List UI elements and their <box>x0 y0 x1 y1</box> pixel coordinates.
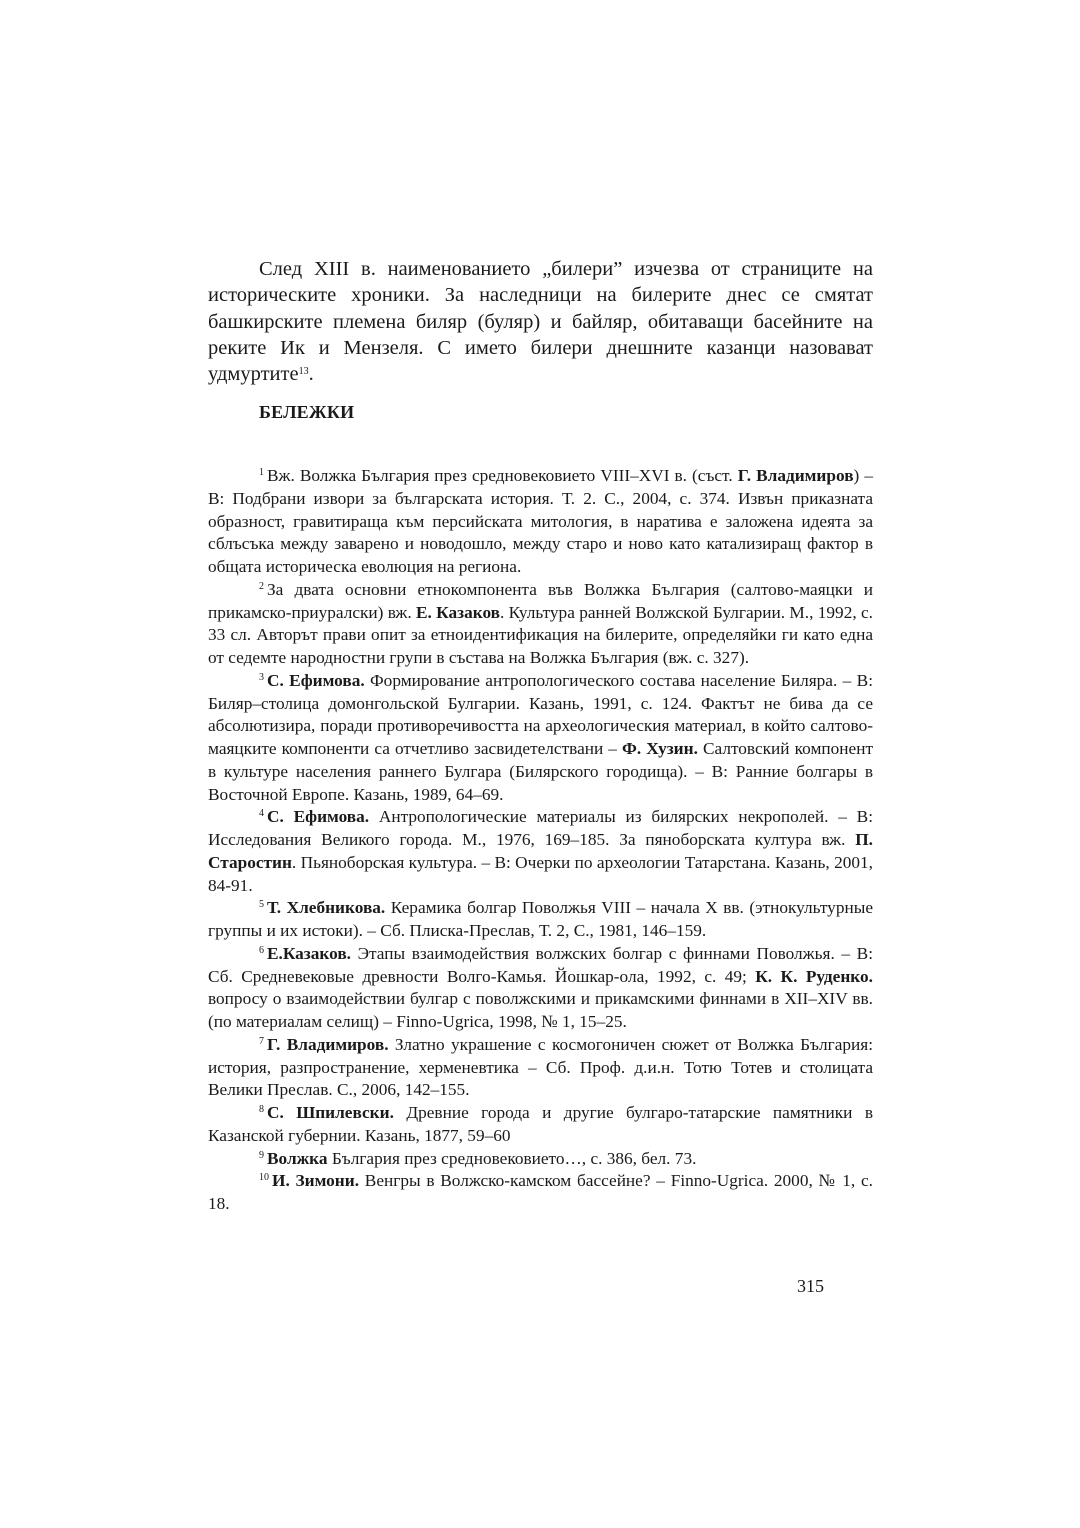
footnote-text: Керамика болгар Поволжья VIII – начала Х вв. (этнокультурные группы и их истоки). – Сб. Плиска-Преслав, Т. 2, С., 1981, 146–159. <box>208 898 873 940</box>
page-number: 315 <box>797 1276 824 1296</box>
footnote-text: България през средновековието…, с. 386, бел. 73. <box>327 1148 697 1168</box>
body-paragraph <box>208 256 873 387</box>
footnote-author: С. Ефимова. <box>267 807 370 827</box>
footnote-author: Волжка <box>267 1148 328 1168</box>
footnote-text: Салтовский компонент в культуре населения раннего Булгара (Билярского городища). – В: Ранние болгары в Восточной Европе. Казань, 1989, 64–69. <box>208 739 874 804</box>
footnote-number: 4 <box>259 808 264 820</box>
footnote <box>208 943 873 1034</box>
footnote-number: 10 <box>259 1172 269 1184</box>
footnote-number: 6 <box>259 944 264 956</box>
footnote-author: Ф. Хузин. <box>622 739 698 758</box>
footnote-author: Е.Казаков. <box>267 943 351 963</box>
footnote-text: . Пьяноборская культура. – В: Очерки по археологии Татарстана. Казань, 2001, 84-91. <box>208 852 873 895</box>
footnote-number: 5 <box>259 899 264 911</box>
footnote-number: 9 <box>259 1149 264 1161</box>
footnote-reference: 13 <box>298 366 309 378</box>
footnote-author: С. Ефимова. <box>267 670 365 690</box>
footnote <box>208 1148 873 1171</box>
footnote-author: Т. Хлебникова. <box>267 898 386 918</box>
body-paragraph-text: След XIII в. наименованието „билери” изчезва от страниците на историческите хроники. За наследници на билерите днес се смятат башкирските племена биляр (буляр) и байляр, обитаващи басейните на реките Ик и Мензеля. С името билери днешните казанци назовават удмуртите <box>208 258 873 386</box>
footnote <box>208 670 873 807</box>
footnote-text: Златно украшение с космогоничен сюжет от Волжка България: история, разпространение, херменевтика – Сб. Проф. д.и.н. Тотю Тотев и столицата Велики Преслав. С., 2006, 142–155. <box>208 1034 874 1100</box>
footnote <box>208 1170 873 1216</box>
footnote-number: 7 <box>259 1035 264 1047</box>
footnote <box>208 579 873 670</box>
footnote-number: 2 <box>259 580 264 592</box>
notes-heading: БЕЛЕЖКИ <box>259 402 355 422</box>
footnote-text: Антропологические материалы из билярских некрополей. – В: Исследования Великого города. М., 1976, 169–185. За пяноборската култура вж. <box>208 807 873 849</box>
footnote-text: Этапы взаимодействия волжских болгар с финнами Поволжья. – В: Сб. Средневековые древности Волго-Камья. Йошкар-ола, 1992, с. 49; <box>208 943 873 986</box>
footnote-author: С. Шпилевски. <box>267 1103 394 1122</box>
footnote <box>208 1034 873 1102</box>
footnote-text: Древние города и другие булгаро-татарские памятники в Казанской губернии. Казань, 1877, 59–60 <box>208 1103 873 1145</box>
footnote-text: вопросу о взаимодействии булгар с поволжскими и прикамскими финнами в XII–XIV вв. (по материалам селищ) – Finno-Ugrica, 1998, № 1, 15–25. <box>208 989 873 1031</box>
footnote-text: Вж. Волжка България през средновековието VIII–XVI в. (съст. <box>267 466 738 485</box>
footnote <box>208 465 873 579</box>
footnote-number: 1 <box>259 467 264 478</box>
footnotes-list <box>208 465 873 1216</box>
footnote-author: И. Зимони. <box>272 1171 360 1191</box>
footnote-author: К. К. Руденко. <box>755 966 873 986</box>
footnote-author: Е. Казаков <box>416 602 500 622</box>
footnote-text: За двата основни етнокомпонента във Волжка България (салтово-маяцки и прикамско-приуралски) вж. <box>208 579 873 622</box>
footnote <box>208 897 873 943</box>
footnote <box>208 806 873 897</box>
footnote-text: . Культура ранней Волжской Булгарии. М., 1992, с. 33 сл. Авторът прави опит за етноидентификация на билерите, определяйки ги като една от седемте народностни групи в състава на Волжка България (вж. с. 327). <box>208 602 873 667</box>
footnote-text: ) – В: Подбрани извори за българската история. Т. 2. С., 2004, с. 374. Извън приказната образност, гравитираща към персийската митология, в наратива е заложена идеята за сблъсъка между заварено и новодошло, между старо и ново като катализиращ фактор в общата историческа еволюция на региона. <box>208 466 873 576</box>
footnote-author: Г. Владимиров. <box>267 1034 389 1054</box>
footnote-number: 3 <box>259 671 264 683</box>
footnote-text: Венгры в Волжско-камском бассейне? – Finno-Ugrica. 2000, № 1, с. 18. <box>208 1171 873 1213</box>
footnote <box>208 1102 873 1148</box>
body-paragraph-end: . <box>308 363 314 386</box>
footnote-author: П. Старостин <box>208 830 873 872</box>
footnote-text: Формирование антропологического состава население Биляра. – В: Биляр–столица домонгольской Булгарии. Казань, 1991, с. 124. Фактът не бива да се абсолютизира, поради противоречивостта на археологическия материал, в който салтово-маяцките компоненти са отчетливо засвидетелствани – <box>208 670 873 758</box>
footnote-number: 8 <box>259 1104 264 1115</box>
footnote-author: Г. Владимиров <box>737 466 854 485</box>
